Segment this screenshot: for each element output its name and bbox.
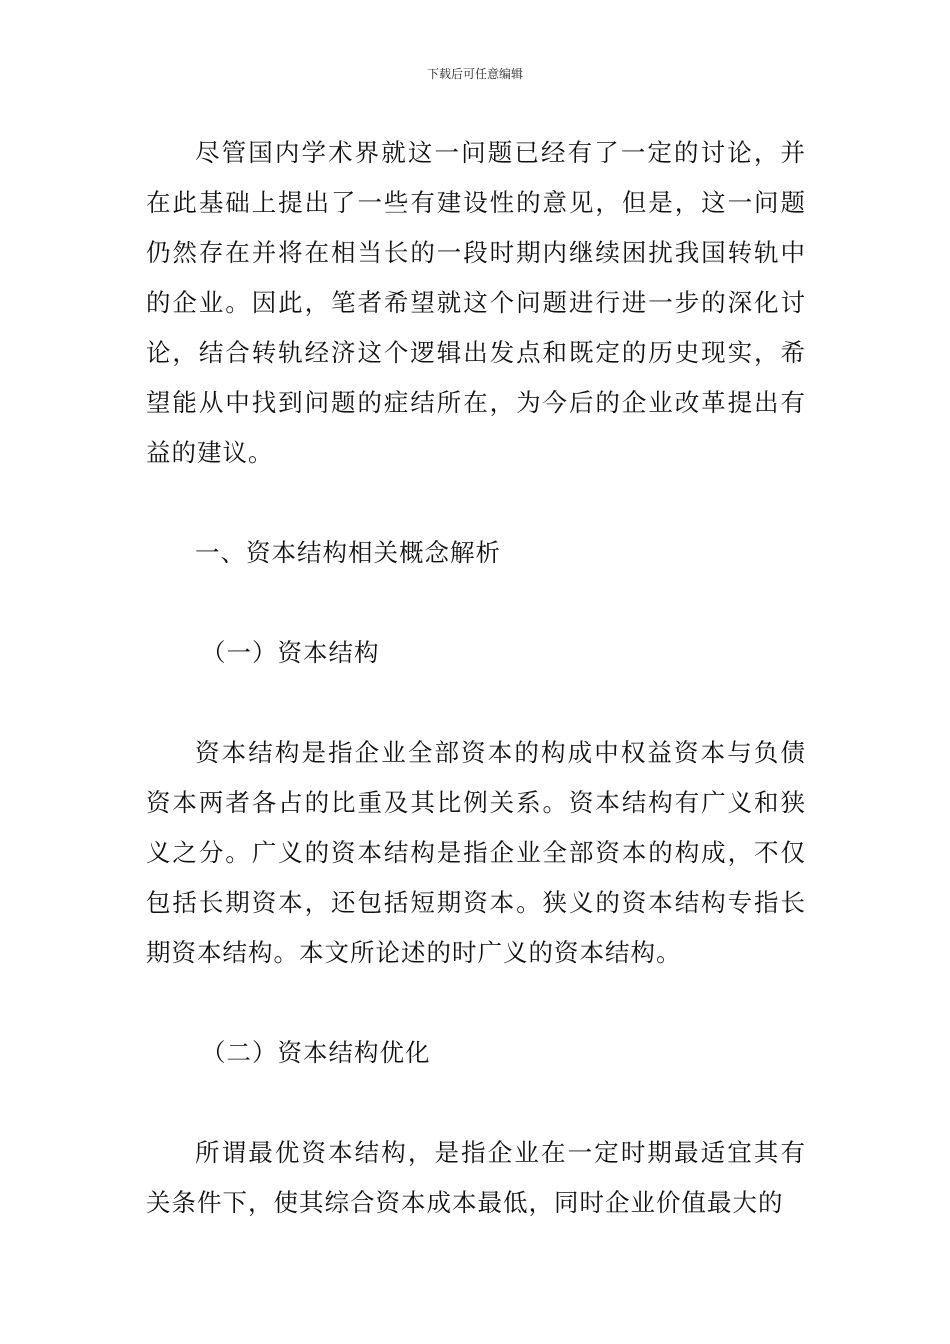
subsection-heading: （二）资本结构优化 xyxy=(201,1038,431,1067)
spacer xyxy=(146,678,806,728)
document-body xyxy=(146,128,806,1228)
page-header-note: 下载后可任意编辑 xyxy=(426,67,523,81)
spacer xyxy=(146,978,806,1028)
spacer xyxy=(146,1078,806,1128)
paragraph-optimal-structure: 所谓最优资本结构，是指企业在一定时期最适宜其有关条件下，使其综合资本成本最低，同时企业价值最大的 xyxy=(146,1138,806,1217)
subsection-heading: （一）资本结构 xyxy=(201,638,380,667)
section-heading: 一、资本结构相关概念解析 xyxy=(195,538,501,567)
spacer xyxy=(146,578,806,628)
spacer xyxy=(146,478,806,528)
paragraph-capital-structure: 资本结构是指企业全部资本的构成中权益资本与负债资本两者各占的比重及其比例关系。资本结构有广义和狭义之分。广义的资本结构是指企业全部资本的构成，不仅包括长期资本，还包括短期资本。狭义的资本结构专指长期资本结构。本文所论述的时广义的资本结构。 xyxy=(146,738,806,967)
paragraph-intro: 尽管国内学术界就这一问题已经有了一定的讨论，并在此基础上提出了一些有建设性的意见，但是，这一问题仍然存在并将在相当长的一段时期内继续困扰我国转轨中的企业。因此，笔者希望就这个问题进行进一步的深化讨论，结合转轨经济这个逻辑出发点和既定的历史现实，希望能从中找到问题的症结所在，为今后的企业改革提出有益的建议。 xyxy=(146,138,806,467)
